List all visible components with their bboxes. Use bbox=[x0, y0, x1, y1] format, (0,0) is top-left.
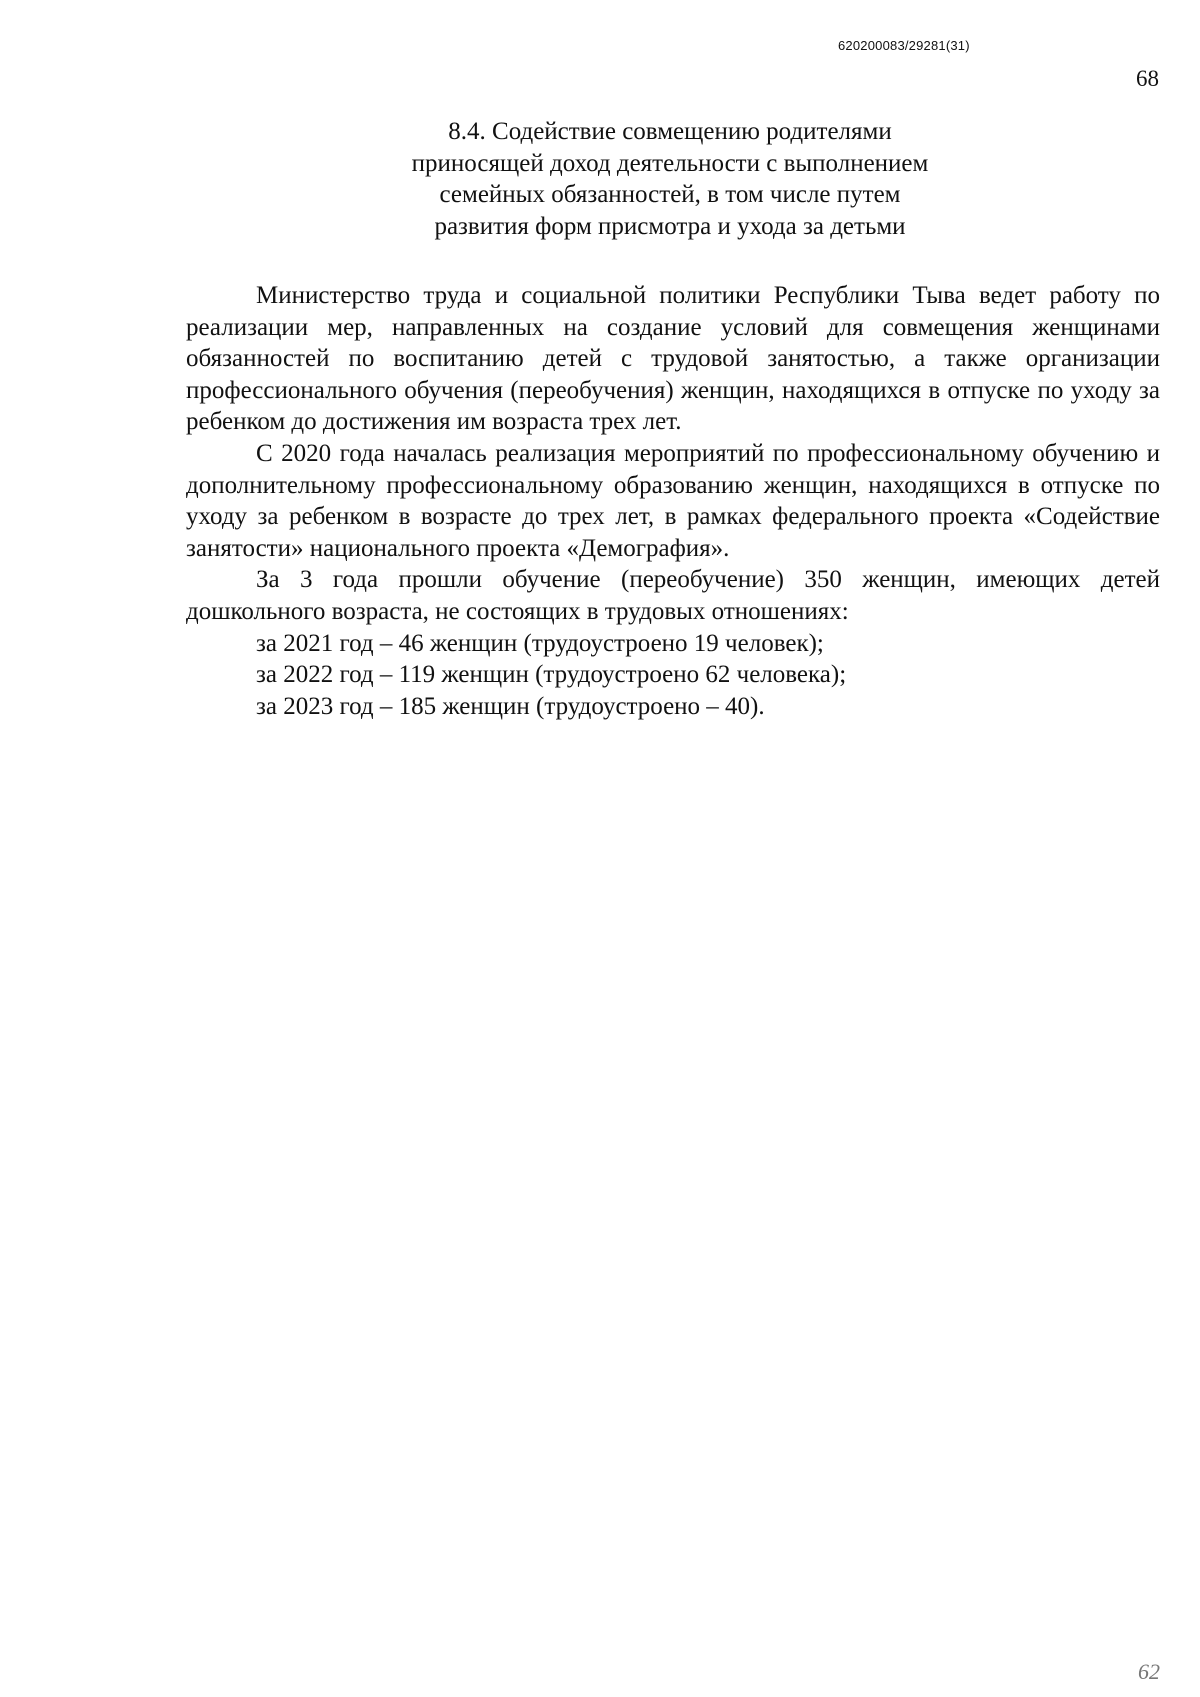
handwritten-page-mark: 62 bbox=[1138, 1659, 1160, 1684]
list-item: за 2022 год – 119 женщин (трудоустроено 62 человека); bbox=[256, 661, 847, 689]
paragraph: Министерство труда и социальной политики Республики Тыва ведет работу по реализации мер, направленных на создание условий для совмещения женщинами обязанностей по воспитанию детей с трудовой занятостью, а также организации профессионального обучения (переобучения) женщин, находящихся в отпуске по уходу за ребенком до достижения им возраста трех лет. bbox=[186, 282, 1160, 436]
paragraph: С 2020 года началась реализация мероприятий по профессиональному обучению и дополнительному профессиональному образованию женщин, находящихся в отпуске по уходу за ребенком в возрасте до трех лет, в рамках федерального проекта «Содействие занятости» национального проекта «Демография». bbox=[186, 439, 1160, 562]
section-title-line: семейных обязанностей, в том числе путем bbox=[439, 181, 901, 208]
section-title-line: 8.4. Содействие совмещению родителями bbox=[448, 118, 892, 145]
list-item: за 2023 год – 185 женщин (трудоустроено – 40). bbox=[256, 692, 765, 720]
section-title bbox=[330, 116, 1010, 242]
page-number: 68 bbox=[1136, 66, 1159, 91]
section-title-line: развития форм присмотра и ухода за детьми bbox=[434, 212, 906, 240]
body-text bbox=[186, 280, 1160, 722]
section-title-line: приносящей доход деятельности с выполнением bbox=[411, 149, 929, 177]
paragraph: За 3 года прошли обучение (переобучение) 350 женщин, имеющих детей дошкольного возраста, не состоящих в трудовых отношениях: bbox=[186, 566, 1160, 625]
document-code: 620200083/29281(31) bbox=[838, 38, 970, 53]
list-item: за 2021 год – 46 женщин (трудоустроено 19 человек); bbox=[256, 629, 824, 657]
